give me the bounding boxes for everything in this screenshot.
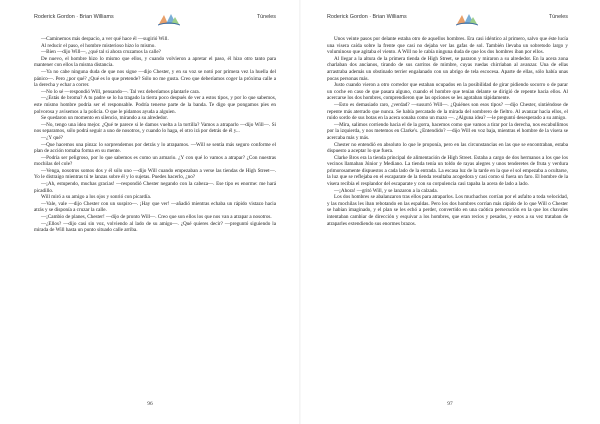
paragraph: Justo cuando vieron a otro corredor que estaban ocupados en la posibilidad de girar pidiendo socorro o de parar un coche en caso de que pasara alguno, cuando el hombre que tenían delante se dirigió de repente hacia ellos. Al acercarse los dos hombres, comprendieron que las opciones se les agotaban rápidamente. — [327, 82, 568, 102]
paragraph: —Podría ser peligroso, por lo que sabemos es como un armario. ¿Y con qué lo vamos a atrapar? ¿Con nuestras mochilas del cole? — [34, 154, 276, 168]
right-page — [300, 0, 600, 424]
header-author: Roderick Gordon · Brian Williams — [34, 14, 114, 20]
paragraph: —¡Ahora! —gritó Will, y se lanzaron a la calzada. — [334, 187, 438, 194]
paragraph: —¿Estás de broma? A tu padre se lo ha tragado la tierra poco después de ver a estos tipos, y por lo que sabemos, este mismo hombre podría ser el responsable. Podría tenerse parte de la banda. Te digo que pongamos pies en polvorosa y avisemos a la policía. O que le pidamos ayuda a alguien. — [34, 95, 276, 115]
paragraph: De nuevo, el hombre hizo lo mismo que ellos, y cuando volvieron a apretar el paso, él hizo otro tanto para mantener con ellos la misma distancia. — [34, 55, 276, 69]
paragraph: Los dos hombres se abalanzaron tras ellos para atraparlos. Los muchachos corrían por el asfalto a toda velocidad, y las mochilas les iban rebotando en las espaldas. Pero los dos hombres corrían más rápido de lo que Will o Chester se habían imaginado, y el plan se les echó a perder, convertido en una caótica persecución en la que los chavales intentaban cambiar de dirección y esquivar a los hombres, que eran recios y pesados, y estos a su vez trataban de atraparles extendiendo sus enormes brazos. — [327, 194, 568, 227]
running-header — [34, 12, 276, 24]
paragraph: Al llegar a la altura de la primera tienda de High Street, se pararon y miraron a su alrededor. En la acera zona charlaban dos ancianos, tirando de sus carritos de mimbre, cuyas ruedas chirriaban al avanzar. Una de ellas arrastraba además un obstinado terrier engalanado con un abrigo de tela escocesa. Aparte de ellas, sólo había unas pocas personas más. — [327, 55, 568, 82]
paragraph: —Esto es demasiado raro, ¿verdad? —susurró Will—. ¿Quiénes son esos tipos? —dijo Chester, sintiéndose de repente más aterrado que nunca. Se había percatado de la mirada del sombrero de fieltro. Al avanzar hacia ellos, el ruido sordo de sus botas en la acera sonaba como un mazo —. ¿Alguna idea? —le preguntó desesperado a su amigo. — [327, 101, 568, 122]
publisher-logo-icon — [455, 12, 479, 28]
paragraph: —Caminemos más despacio, a ver qué hace él —sugirió Will. — [41, 36, 169, 42]
paragraph: —No, tengo una idea mejor. ¿Qué te parece si le damos vuelta a la tortilla? Vamos a atraparlo —dijo Will—. Si nos separamos, sólo podrá seguir a uno de nosotros, y cuando lo haga, el otro irá por detrás de él y... — [34, 121, 276, 135]
paragraph: Se quedaron un momento en silencio, mirando a su alrededor. — [41, 115, 168, 122]
paragraph: Chester no entendió en absoluto lo que le proponía, pero en las circunstancias en las que se encontraban, estaba dispuesto a aceptar lo que fuera. — [327, 141, 568, 155]
paragraph: —Ya no cabe ninguna duda de que nos sigue —dijo Chester, y en su voz se notó por primera vez la huella del pánico—. Pero ¿por qué? ¿Qué es lo que pretende? Sólo no me gusta. Creo que deberíamos coger la próxima calle a la derecha y echar a correr. — [34, 68, 276, 89]
paragraph: —¡Ah, estupendo, muchas gracias! —respondió Chester negando con la cabeza—. Ese tipo es enorme: me hará picadillo. — [34, 181, 276, 194]
left-page-text — [34, 36, 276, 384]
header-author: Roderick Gordon · Brian Williams — [327, 14, 407, 20]
page-number: 96 — [147, 401, 153, 407]
paragraph: —Vale, vale —dijo Chester con un suspiro—. ¡Hay que ver! —añadió mientras echaba un rápido vistazo hacia atrás y se disponía a cruzar la calle. — [34, 200, 276, 214]
paragraph: —Venga, nosotros somos dos y él sólo uno —dijo Will cuando empezaban a verse las tiendas de High Street—. Yo le distraigo mientras tú te lanzas sobre él y lo sujetas. Puedes hacerlo, ¿no? — [34, 167, 276, 181]
header-title: Túneles — [548, 14, 568, 20]
right-page-text — [327, 36, 568, 384]
paragraph: —No lo sé —respondió Will, pensando—. Tal vez deberíamos plantarle cara. — [41, 88, 200, 95]
running-header — [327, 12, 568, 24]
paragraph: Unos veinte pasos por delante estaba otro de aquellos hombres. Era casi idéntico al primero, salvo que éste lucía una visera caída sobre la frente que casi no dejaba ver las gafas de sol. También llevaba un sobretodo largo y voluminoso que agitaba el viento. A Will no le cabía ninguna duda de que los dos hombres iban por ellos. — [327, 36, 568, 56]
paragraph: —Mira, salimos corriendo hacia el de la gorra, hacemos como que vamos a tirar por la derecha, nos escabullimos por la izquierda, y nos metemos en Clarke's. ¿Entendido? —dijo Will en voz baja, mientras el hombre de la visera se acercaba más y más. — [327, 121, 568, 141]
paragraph: Will miró a su amigo a los ojos y sonrió con picardía. — [41, 194, 152, 201]
page-number: 97 — [447, 401, 453, 407]
paragraph: Clarke Bros era la tienda principal de alimentación de High Street. Estaba a cargo de dos hermanos a los que los vecinos llamaban Júnior y Mediano. La tienda tenía un toldo de rayas alegres y unos tenderetes de fruta y verdura primorosamente dispuestos a cada lado de la entrada. La escasa luz de la tarde en la que el sol empezaba a ocultarse, la luz que se reflejaba en el escaparate de la tienda resultaba acogedora y casi como si fuera un faro. El hombre de la visera recibía el resplandor del escaparate y con su corpulencia casi tapaba la acera de lado a lado. — [327, 154, 568, 188]
paragraph: —Bien —dijo Will—, ¿qué tal si ahora cruzamos la calle? — [41, 49, 161, 56]
publisher-logo-icon — [157, 12, 181, 28]
paragraph: Al reducir el paso, el hombre misterioso hizo lo mismo. — [41, 42, 156, 49]
header-title: Túneles — [256, 14, 276, 20]
paragraph: —¡Cambio de planes, Chester! —dijo de pronto Will—. Creo que son ellos los que nos van a atrapar a nosotros. — [41, 214, 272, 221]
paragraph: —¿Y qué? — [41, 134, 63, 141]
paragraph: —Que hacemos una pinza: lo sorprendemos por detrás y lo atrapamos. —Will se sentía más seguro conforme el plan de acción tomaba forma en su mente. — [34, 141, 276, 155]
paragraph: —¿Ellos? —dijo casi sin voz, volviendo al lado de su amigo—. ¿Qué quieres decir? —preguntó siguiendo la mirada de Will hasta un punto situado calle arriba. — [34, 220, 276, 234]
